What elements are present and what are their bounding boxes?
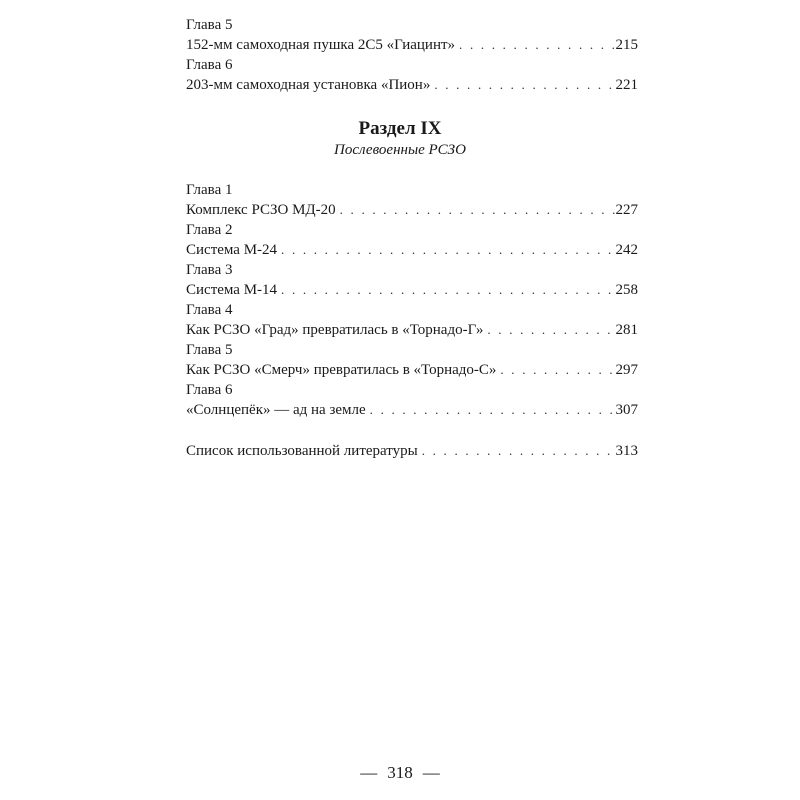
toc-entry-page: 227 [615,202,638,218]
page-number [0,762,800,784]
section-subtitle: Послевоенные РСЗО [334,142,466,158]
toc-entry [186,280,638,300]
chapter-label: Глава 5 [186,342,233,358]
folio-dash-left: — [360,763,378,782]
toc-entry-title: 152-мм самоходная пушка 2С5 «Гиацинт» [186,37,456,53]
toc-entry-title: Список использованной литературы [186,443,418,459]
toc-entry-title: «Солнцепёк» — ад на земле [186,402,366,418]
toc-entry-title: Система М-24 [186,242,278,258]
toc-entry-page: 258 [615,282,638,298]
toc-entry [186,35,638,55]
section-title: Раздел IX [358,118,442,139]
toc-entry-page: 297 [615,362,638,378]
section-heading [0,118,800,160]
toc-entry [186,75,638,95]
toc-entry-page: 313 [615,443,638,459]
toc-entry [186,400,638,420]
dot-leader [459,35,614,55]
toc-entry-page: 215 [615,37,638,53]
toc-entry-title: Как РСЗО «Смерч» превратилась в «Торнадо-С» [186,362,497,378]
chapter-label: Глава 3 [186,262,233,278]
toc-entry-title: 203-мм самоходная установка «Пион» [186,77,431,93]
dot-leader [500,360,614,380]
chapter-label: Глава 2 [186,222,233,238]
toc-entry [186,200,638,220]
toc-entry-bibliography [186,441,638,461]
toc-entry-title: Комплекс РСЗО МД-20 [186,202,336,218]
chapter-label: Глава 1 [186,182,233,198]
chapter-label: Глава 5 [186,17,233,33]
toc-entry-title: Система М-14 [186,282,278,298]
toc-entry-title: Как РСЗО «Град» превратилась в «Торнадо-Г» [186,322,484,338]
dot-leader [422,441,615,461]
toc-bibliography-block [186,441,638,461]
dot-leader [281,240,614,260]
folio-dash-right: — [422,763,440,782]
toc-entry-page: 242 [615,242,638,258]
toc-top-block [186,15,638,95]
dot-leader [281,280,614,300]
dot-leader [487,320,614,340]
dot-leader [370,400,615,420]
toc-entry-page: 221 [615,77,638,93]
toc-section-block [186,180,638,420]
dot-leader [340,200,615,220]
toc-entry-page: 307 [615,402,638,418]
chapter-label: Глава 4 [186,302,233,318]
dot-leader [434,75,614,95]
toc-entry [186,240,638,260]
toc-entry-page: 281 [615,322,638,338]
toc-entry [186,360,638,380]
folio-number: 318 [387,763,413,782]
toc-entry [186,320,638,340]
chapter-label: Глава 6 [186,57,233,73]
chapter-label: Глава 6 [186,382,233,398]
